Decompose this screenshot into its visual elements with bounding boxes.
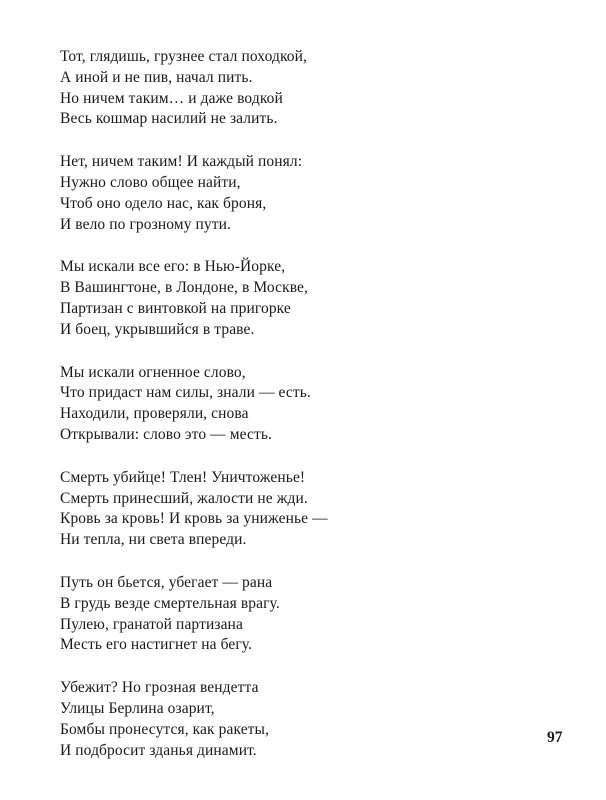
poem-line: Весь кошмар насилий не залить. bbox=[60, 110, 278, 128]
poem-line: И вело по грозному пути. bbox=[60, 215, 232, 233]
poem-line: Смерть убийце! Тлен! Уничтоженье! bbox=[60, 468, 306, 486]
poem-line: Мы искали огненное слово, bbox=[60, 363, 246, 381]
poem-text bbox=[60, 47, 540, 783]
poem-line: Что придаст нам силы, знали — есть. bbox=[60, 384, 311, 402]
poem-line: Но ничем таким… и даже водкой bbox=[60, 89, 283, 107]
poem-line: Находили, проверяли, снова bbox=[60, 405, 249, 423]
poem-line: В Вашингтоне, в Лондоне, в Москве, bbox=[60, 279, 309, 297]
poem-line: Путь он бьется, убегает — рана bbox=[60, 573, 273, 591]
poem-line: Ни тепла, ни света впереди. bbox=[60, 531, 247, 549]
poem-line: Смерть принесший, жалости не жди. bbox=[60, 489, 308, 507]
poem-line: Чтоб оно одело нас, как броня, bbox=[60, 194, 267, 212]
poem-line: В грудь везде смертельная врагу. bbox=[60, 594, 280, 612]
stanza-3 bbox=[60, 257, 540, 340]
poem-line: Нет, ничем таким! И каждый понял: bbox=[60, 153, 303, 171]
poem-line: Улицы Берлина озарит, bbox=[60, 699, 215, 717]
poem-line: Тот, глядишь, грузнее стал походкой, bbox=[60, 48, 308, 65]
poem-line: Партизан с винтовкой на пригорке bbox=[60, 299, 291, 317]
poem-line: Открывали: слово это — месть. bbox=[60, 425, 272, 443]
poem-line: Убежит? Но грозная вендетта bbox=[60, 679, 259, 697]
poem-line: И боец, укрывшийся в траве. bbox=[60, 320, 255, 338]
poem-line: Пулею, гранатой партизана bbox=[60, 615, 243, 633]
poem-line: Нужно слово общее найти, bbox=[60, 173, 241, 191]
poem-line: Мы искали все его: в Нью-Йорке, bbox=[60, 258, 286, 276]
page-number: 97 bbox=[547, 729, 563, 746]
stanza-4 bbox=[60, 363, 540, 446]
stanza-6 bbox=[60, 573, 540, 656]
poem-line: Месть его настигнет на бегу. bbox=[60, 636, 253, 654]
stanza-1 bbox=[60, 47, 540, 130]
poem-line: Кровь за кровь! И кровь за униженье — bbox=[60, 510, 328, 528]
poem-line: И подбросит зданья динамит. bbox=[60, 741, 257, 759]
stanza-7 bbox=[60, 678, 540, 761]
stanza-2 bbox=[60, 152, 540, 235]
poem-line: А иной и не пив, начал пить. bbox=[60, 68, 253, 86]
poem-line: Бомбы пронесутся, как ракеты, bbox=[60, 720, 270, 738]
stanza-5 bbox=[60, 468, 540, 551]
